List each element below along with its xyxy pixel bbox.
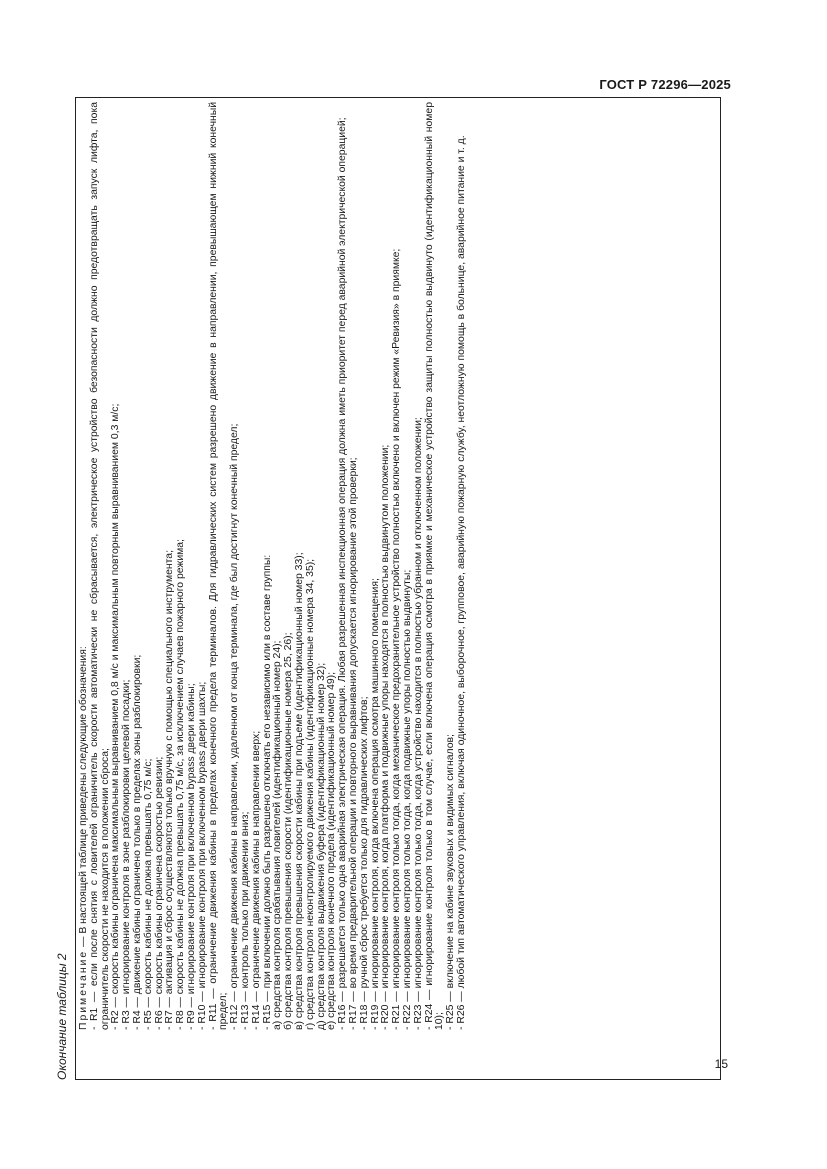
note-intro: — В настоящей таблице приведены следующие обозначения: (78, 646, 89, 950)
note-line: - R20 — игнорирование контроля, когда платформа и подвижные упоры находятся в полностью выдвинутом положении; (380, 444, 392, 1030)
note-line: - R19 — игнорирование контроля, когда включена операция осмотра машинного помещения; (369, 578, 381, 1030)
note-line: - R23 — игнорирование контроля только тогда, когда устройство находится в полностью убранном и отключенном положении; (412, 417, 424, 1030)
note-line: - R22 — игнорирование контроля только тогда, когда подвижные упоры полностью выдвинуты; (401, 569, 413, 1030)
note-line: - R26 — любой тип автоматического управления, включая одиночное, выборочное, групповое, аварийную пожарную службу, неотложную помощь в больнице, аварийное питание и т. д. (455, 135, 467, 1030)
note-line: - R4 — движение кабины ограничено только в пределах зоны разблокировки; (131, 654, 143, 1030)
note-line: в) средства контроля превышения скорости кабины при подъеме (идентификационный номер 33); (293, 552, 305, 1030)
note-line: - R7 — активация и сброс осуществляются только вручную с помощью специального инструмента; (164, 550, 176, 1030)
note-label: Примечание (78, 949, 89, 1030)
note-line: - R25 — включение на кабине звуковых и видимых сигналов; (445, 734, 457, 1030)
note-line: б) средства контроля превышения скорости (идентификационные номера 25, 26); (283, 632, 295, 1030)
page-number: 15 (714, 1057, 728, 1071)
note-line: г) средства контроля неконтролируемого движения кабины (идентификационные номера 34, 35); (304, 558, 316, 1030)
note-cell (75, 97, 721, 1080)
note-line: - R15 — при включении должно быть разрешено отключать его независимо или в составе группы: (261, 554, 273, 1030)
note-line: - R2 — скорость кабины ограничена максимальным выравниванием 0,8 м/с и максимальным повторным выравниванием 0,3 м/с; (110, 403, 122, 1030)
note-line: - R16 — разрешается только одна аварийная электрическая операция. Любая разрешенная инспекционная операция должна иметь приоритет перед аварийной электрической операцией; (337, 117, 349, 1030)
note-line: а) средства контроля срабатывания ловителей (идентификационный номер 24); (272, 640, 284, 1030)
note-line: - R6 — скорость кабины ограничена скоростью ревизии; (153, 756, 165, 1030)
note-line: - R5 — скорость кабины не должна превышать 0,75 м/с; (142, 758, 154, 1030)
note-line: - R24 — игнорирование контроля только в том случае, если включена операция осмотра в приямке и механическое устройство защиты полностью выдвинуто (идентификационный номер 10); (423, 102, 446, 1030)
note-line: е) средства контроля конечного предела (идентификационный номер 49); (326, 671, 338, 1030)
note-text (79, 102, 468, 1048)
note-line: д) средства контроля выдвижения буфера (идентификационный номер 32); (315, 662, 327, 1030)
note-line: - R1 — если после снятия с ловителей ограничитель скорости автоматически не сбрасывается, электрическое устройство безопасности должно предотвращать запуск лифта, пока ограничитель скорости не находится в положении сброса; (88, 102, 111, 1030)
note-line: - R9 — игнорирование контроля при включенном bypass двери кабины; (185, 683, 197, 1030)
rotated-table-area (55, 95, 723, 1080)
note-line: - R18 — ручной сброс требуется только для гидравлических лифтов; (358, 696, 370, 1030)
note-lines (90, 102, 468, 1048)
note-line: - R14 — ограничение движения кабины в направлении вверх; (250, 730, 262, 1030)
note-line: - R8 — скорость кабины не должна превышать 0,75 м/с, за исключением случаев пожарного режима; (175, 539, 187, 1030)
note-line: - R10 — игнорирование контроля при включенном bypass двери шахты; (196, 681, 208, 1030)
note-line: - R3 — игнорирование контроля в зоне разблокировки целевой посадки; (121, 679, 133, 1030)
document-code: ГОСТ Р 72296—2025 (599, 77, 731, 92)
note-line: - R21 — игнорирование контроля только тогда, когда механическое предохранительное устройство полностью включено и включен режим «Ревизия» в приямке; (391, 248, 403, 1030)
note-line: - R17 — во время предварительной операции и повторного выравнивания допускается игнорирование этой проверки; (347, 457, 359, 1030)
note-line: - R13 — контроль только при движении вниз; (239, 811, 251, 1030)
note-line: - R11 — ограничение движения кабины в пределах конечного предела терминалов. Для гидравлических систем разрешено движение в направлении, превышающем нижний конечный предел; (207, 102, 230, 1030)
note-line: - R12 — ограничение движения кабины в направлении, удаленном от конца терминала, где был достигнут конечный предел; (229, 423, 241, 1030)
table-caption: Окончание таблицы 2 (55, 953, 69, 1080)
